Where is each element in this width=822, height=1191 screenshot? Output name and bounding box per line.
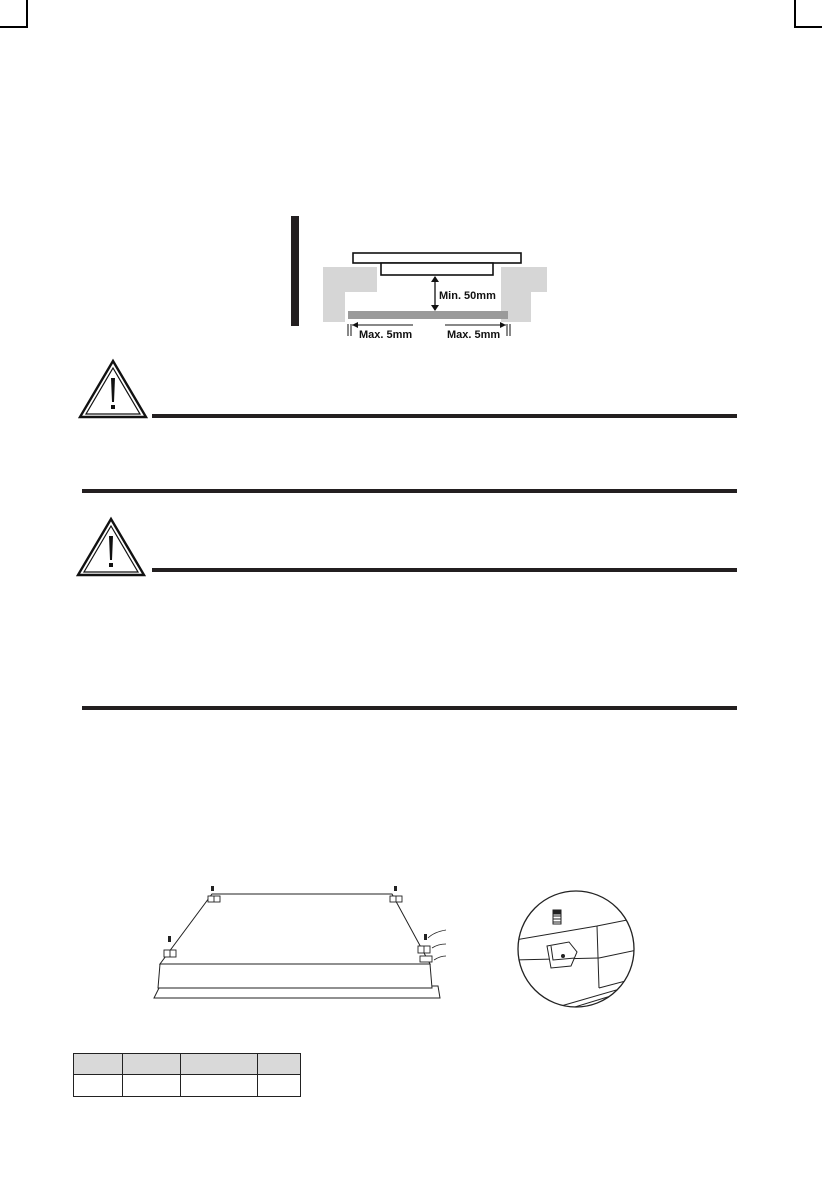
spec-table-header: [74, 1054, 301, 1075]
crop-mark-top-right-v: [794, 0, 796, 28]
bracket-front-left: [164, 950, 176, 957]
min-depth-label: Min. 50mm: [439, 290, 496, 302]
bracket-rear-left: [208, 896, 220, 902]
spec-cell: [123, 1075, 181, 1097]
spec-cell: [181, 1075, 258, 1097]
crop-mark-top-left-v: [26, 0, 28, 28]
bracket-rear-right: [390, 896, 402, 902]
right-gap-label: Max. 5mm: [447, 329, 501, 341]
warning-triangle-icon: [77, 358, 149, 420]
warning-1-top-rule: [152, 414, 737, 418]
hob-front-face: [158, 964, 432, 988]
hob-mounting-diagram: [150, 882, 450, 1010]
spec-cell: [258, 1075, 301, 1097]
hob-body: [381, 263, 493, 275]
spec-col-2: [123, 1054, 181, 1075]
hob-top-face: [160, 894, 430, 964]
warning-1-bottom-rule: [82, 489, 737, 493]
bottom-strip: [348, 311, 508, 319]
spec-col-1: [74, 1054, 123, 1075]
bracket-detail-zoom: [515, 888, 637, 1010]
table-row: [74, 1075, 301, 1097]
crop-mark-top-right-h: [794, 26, 822, 28]
spec-col-3: [181, 1054, 258, 1075]
spec-table: [73, 1053, 301, 1097]
cutout-diagram: [285, 212, 555, 348]
crop-mark-top-left-h: [0, 26, 28, 28]
spec-col-4: [258, 1054, 301, 1075]
wall-bar: [291, 216, 299, 326]
warning-triangle-icon: [75, 516, 147, 578]
left-gap-label: Max. 5mm: [359, 329, 413, 341]
warning-2-bottom-rule: [82, 706, 737, 710]
warning-2-top-rule: [152, 568, 737, 572]
hob-top-plate: [353, 253, 521, 263]
spec-cell: [74, 1075, 123, 1097]
